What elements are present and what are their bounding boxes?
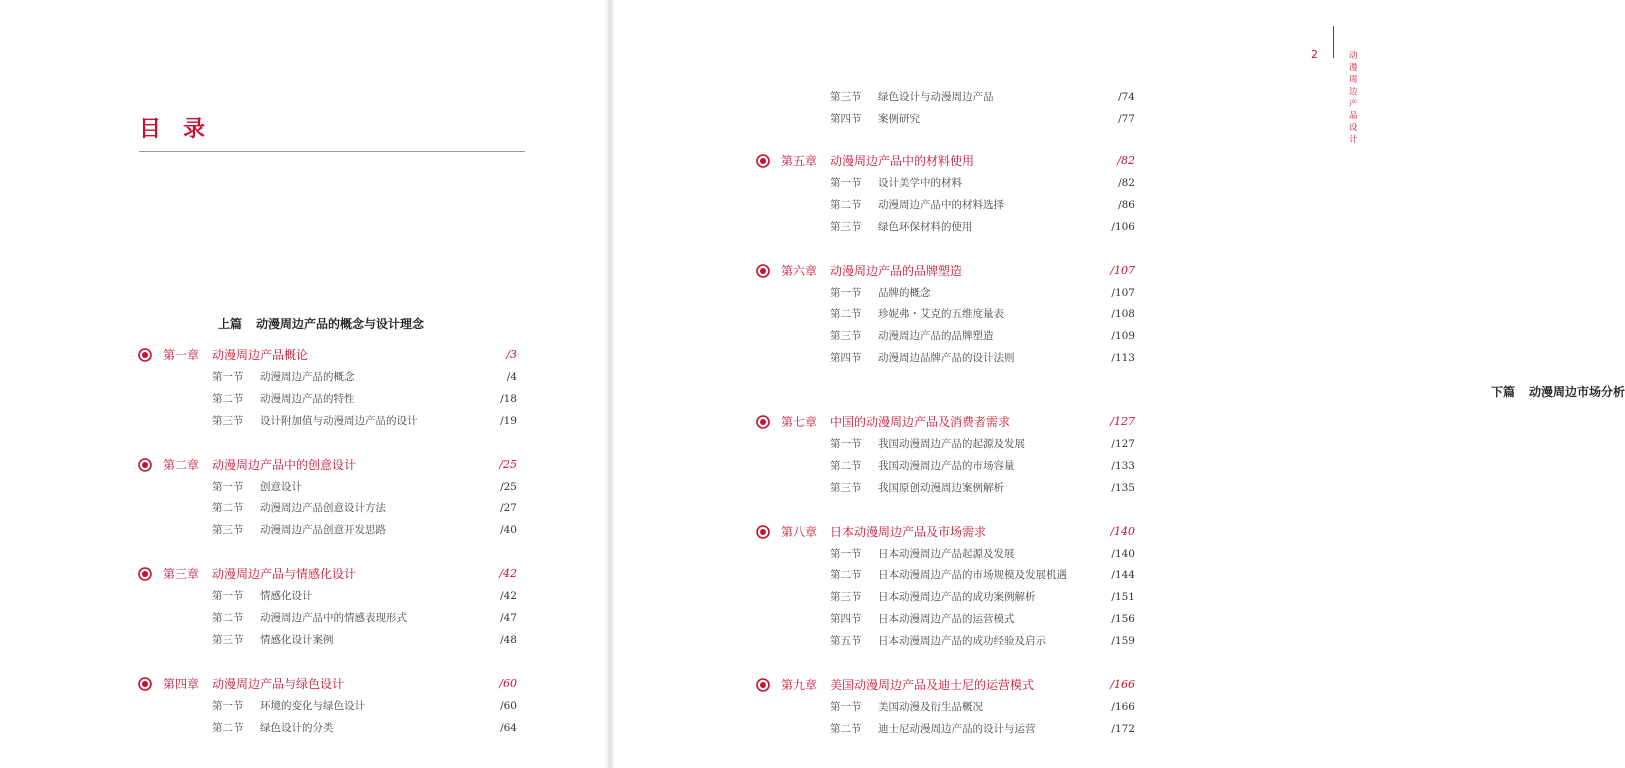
section-title: 绿色设计与动漫周边产品 xyxy=(878,91,994,103)
section-entry xyxy=(0,589,517,603)
chapter-page-number: /42 xyxy=(499,567,517,580)
section-page-number: /107 xyxy=(1111,287,1135,299)
chapter-number: 第二章 xyxy=(163,458,200,472)
section-title: 日本动漫周边产品的成功经验及启示 xyxy=(878,635,1046,647)
section-number: 第三节 xyxy=(830,91,862,103)
section-title: 动漫周边产品创意设计方法 xyxy=(260,502,386,514)
chapter-title: 日本动漫周边产品及市场需求 xyxy=(830,525,987,539)
title-divider xyxy=(139,151,525,152)
section-page-number: /74 xyxy=(1118,91,1135,103)
section-entry xyxy=(614,198,1135,212)
section-entry xyxy=(0,523,517,537)
chapter-entry xyxy=(0,567,517,581)
chapter-page-number: /140 xyxy=(1110,525,1135,538)
chapter-title: 动漫周边产品中的创意设计 xyxy=(212,458,357,472)
target-bullet-icon xyxy=(756,154,770,168)
chapter-entry xyxy=(614,415,1135,429)
section-entry xyxy=(614,481,1135,495)
section-number: 第二节 xyxy=(830,569,862,581)
section-number: 第二节 xyxy=(830,723,862,735)
section-page-number: /25 xyxy=(500,481,517,493)
section-entry xyxy=(0,370,517,384)
chapter-number: 第三章 xyxy=(163,567,200,581)
chapter-title: 动漫周边产品的品牌塑造 xyxy=(830,264,963,278)
chapter-title: 动漫周边产品与情感化设计 xyxy=(212,567,357,581)
section-entry xyxy=(614,700,1135,714)
target-bullet-icon xyxy=(138,567,152,581)
chapter-title: 动漫周边产品概论 xyxy=(212,348,309,362)
section-number: 第一节 xyxy=(212,700,244,712)
section-page-number: /159 xyxy=(1111,635,1135,647)
section-entry xyxy=(0,721,517,735)
section-entry xyxy=(0,392,517,406)
section-page-number: /156 xyxy=(1111,613,1135,625)
section-number: 第一节 xyxy=(212,590,244,602)
chapter-page-number: /107 xyxy=(1110,264,1135,277)
section-entry xyxy=(614,547,1135,561)
chapter-number: 第六章 xyxy=(781,264,818,278)
section-number: 第二节 xyxy=(212,612,244,624)
section-entry xyxy=(614,90,1135,104)
section-title: 动漫周边产品的特性 xyxy=(260,393,355,405)
section-number: 第二节 xyxy=(830,199,862,211)
section-page-number: /106 xyxy=(1111,221,1135,233)
chapter-entry xyxy=(614,525,1135,539)
section-title: 动漫周边产品中的材料选择 xyxy=(878,199,1004,211)
target-bullet-icon xyxy=(756,525,770,539)
section-entry xyxy=(614,286,1135,300)
section-title: 日本动漫周边产品的成功案例解析 xyxy=(878,591,1036,603)
section-title: 设计美学中的材料 xyxy=(878,177,962,189)
section-page-number: /133 xyxy=(1111,460,1135,472)
chapter-title: 中国的动漫周边产品及消费者需求 xyxy=(830,415,1011,429)
section-entry xyxy=(0,611,517,625)
target-bullet-icon xyxy=(138,458,152,472)
section-number: 第一节 xyxy=(830,438,862,450)
section-number: 第三节 xyxy=(830,221,862,233)
section-title: 日本动漫周边产品的运营模式 xyxy=(878,613,1015,625)
section-title: 绿色设计的分类 xyxy=(260,722,334,734)
section-page-number: /86 xyxy=(1118,199,1135,211)
section-page-number: /48 xyxy=(500,634,517,646)
section-page-number: /140 xyxy=(1111,548,1135,560)
section-number: 第三节 xyxy=(830,330,862,342)
running-header-divider xyxy=(1333,26,1334,58)
section-page-number: /18 xyxy=(500,393,517,405)
section-entry xyxy=(614,112,1135,126)
section-title: 日本动漫周边产品的市场规模及发展机遇 xyxy=(878,569,1067,581)
chapter-page-number: /25 xyxy=(499,458,517,471)
section-title: 环境的变化与绿色设计 xyxy=(260,700,365,712)
section-title: 创意设计 xyxy=(260,481,302,493)
part-name: 动漫周边产品的概念与设计理念 xyxy=(256,317,425,331)
section-title: 动漫周边产品的品牌塑造 xyxy=(878,330,994,342)
running-header-book-title: 动漫周边产品设计 xyxy=(1349,51,1358,145)
section-number: 第二节 xyxy=(212,502,244,514)
target-bullet-icon xyxy=(756,264,770,278)
section-number: 第一节 xyxy=(212,481,244,493)
section-title: 动漫周边产品的概念 xyxy=(260,371,355,383)
section-page-number: /113 xyxy=(1111,352,1135,364)
section-title: 动漫周边产品中的情感表现形式 xyxy=(260,612,407,624)
section-page-number: /4 xyxy=(506,371,517,383)
section-page-number: /60 xyxy=(500,700,517,712)
section-title: 情感化设计案例 xyxy=(260,634,334,646)
section-entry xyxy=(614,437,1135,451)
chapter-entry xyxy=(614,264,1135,278)
section-number: 第一节 xyxy=(830,287,862,299)
chapter-page-number: /166 xyxy=(1110,678,1135,691)
section-page-number: /172 xyxy=(1111,723,1135,735)
section-page-number: /47 xyxy=(500,612,517,624)
chapter-entry xyxy=(614,154,1135,168)
running-header-page-number: 2 xyxy=(1311,48,1318,61)
section-entry xyxy=(0,414,517,428)
section-entry xyxy=(614,634,1135,648)
chapter-number: 第五章 xyxy=(781,154,818,168)
chapter-page-number: /60 xyxy=(499,677,517,690)
section-title: 情感化设计 xyxy=(260,590,313,602)
section-title: 绿色环保材料的使用 xyxy=(878,221,973,233)
section-title: 迪士尼动漫周边产品的设计与运营 xyxy=(878,723,1036,735)
section-number: 第二节 xyxy=(830,308,862,320)
section-title: 动漫周边品牌产品的设计法则 xyxy=(878,352,1015,364)
section-page-number: /64 xyxy=(500,722,517,734)
chapter-entry xyxy=(0,348,517,362)
section-number: 第四节 xyxy=(830,113,862,125)
part-label: 上篇 xyxy=(218,317,243,331)
section-title: 案例研究 xyxy=(878,113,920,125)
section-entry xyxy=(614,459,1135,473)
page-title: 目录 xyxy=(139,117,228,142)
right-page xyxy=(614,0,1625,768)
section-entry xyxy=(0,699,517,713)
section-title: 日本动漫周边产品起源及发展 xyxy=(878,548,1015,560)
section-entry xyxy=(614,590,1135,604)
chapter-entry xyxy=(0,458,517,472)
chapter-title: 美国动漫周边产品及迪士尼的运营模式 xyxy=(830,678,1035,692)
section-number: 第四节 xyxy=(830,352,862,364)
section-number: 第一节 xyxy=(212,371,244,383)
section-entry xyxy=(614,351,1135,365)
section-number: 第二节 xyxy=(830,460,862,472)
section-entry xyxy=(614,612,1135,626)
section-title: 珍妮弗・艾克的五维度量表 xyxy=(878,308,1004,320)
section-entry xyxy=(614,307,1135,321)
section-number: 第三节 xyxy=(212,634,244,646)
chapter-page-number: /3 xyxy=(506,348,517,361)
section-title: 品牌的概念 xyxy=(878,287,931,299)
chapter-page-number: /127 xyxy=(1110,415,1135,428)
chapter-number: 第九章 xyxy=(781,678,818,692)
section-page-number: /42 xyxy=(500,590,517,602)
target-bullet-icon xyxy=(756,678,770,692)
section-entry xyxy=(0,480,517,494)
section-number: 第三节 xyxy=(830,482,862,494)
section-page-number: /82 xyxy=(1118,177,1135,189)
section-number: 第二节 xyxy=(212,722,244,734)
section-number: 第一节 xyxy=(830,701,862,713)
section-page-number: /151 xyxy=(1111,591,1135,603)
chapter-title: 动漫周边产品与绿色设计 xyxy=(212,677,345,691)
part-label: 下篇 xyxy=(1491,385,1516,399)
section-entry xyxy=(614,568,1135,582)
section-page-number: /19 xyxy=(500,415,517,427)
section-entry xyxy=(614,329,1135,343)
section-title: 设计附加值与动漫周边产品的设计 xyxy=(260,415,418,427)
chapter-number: 第七章 xyxy=(781,415,818,429)
section-number: 第二节 xyxy=(212,393,244,405)
part-heading xyxy=(218,315,424,332)
chapter-title: 动漫周边产品中的材料使用 xyxy=(830,154,975,168)
section-number: 第一节 xyxy=(830,548,862,560)
section-page-number: /27 xyxy=(500,502,517,514)
section-page-number: /109 xyxy=(1111,330,1135,342)
chapter-entry xyxy=(0,677,517,691)
chapter-number: 第四章 xyxy=(163,677,200,691)
section-page-number: /40 xyxy=(500,524,517,536)
section-number: 第三节 xyxy=(212,415,244,427)
left-page xyxy=(0,0,606,768)
chapter-number: 第一章 xyxy=(163,348,200,362)
part-heading xyxy=(1491,383,1625,400)
section-title: 我国动漫周边产品的市场容量 xyxy=(878,460,1015,472)
section-title: 美国动漫及衍生品概况 xyxy=(878,701,983,713)
part-name: 动漫周边市场分析 xyxy=(1529,385,1625,399)
section-number: 第四节 xyxy=(830,613,862,625)
section-page-number: /77 xyxy=(1118,113,1135,125)
section-number: 第三节 xyxy=(830,591,862,603)
section-title: 动漫周边产品创意开发思路 xyxy=(260,524,386,536)
chapter-entry xyxy=(614,678,1135,692)
section-entry xyxy=(614,176,1135,190)
section-page-number: /108 xyxy=(1111,308,1135,320)
section-number: 第一节 xyxy=(830,177,862,189)
section-page-number: /127 xyxy=(1111,438,1135,450)
section-title: 我国原创动漫周边案例解析 xyxy=(878,482,1004,494)
section-page-number: /135 xyxy=(1111,482,1135,494)
section-title: 我国动漫周边产品的起源及发展 xyxy=(878,438,1025,450)
section-entry xyxy=(0,633,517,647)
target-bullet-icon xyxy=(138,348,152,362)
section-page-number: /166 xyxy=(1111,701,1135,713)
chapter-number: 第八章 xyxy=(781,525,818,539)
chapter-page-number: /82 xyxy=(1117,154,1135,167)
section-number: 第三节 xyxy=(212,524,244,536)
section-page-number: /144 xyxy=(1111,569,1135,581)
section-entry xyxy=(614,220,1135,234)
section-entry xyxy=(614,722,1135,736)
target-bullet-icon xyxy=(138,677,152,691)
section-entry xyxy=(0,501,517,515)
target-bullet-icon xyxy=(756,415,770,429)
section-number: 第五节 xyxy=(830,635,862,647)
